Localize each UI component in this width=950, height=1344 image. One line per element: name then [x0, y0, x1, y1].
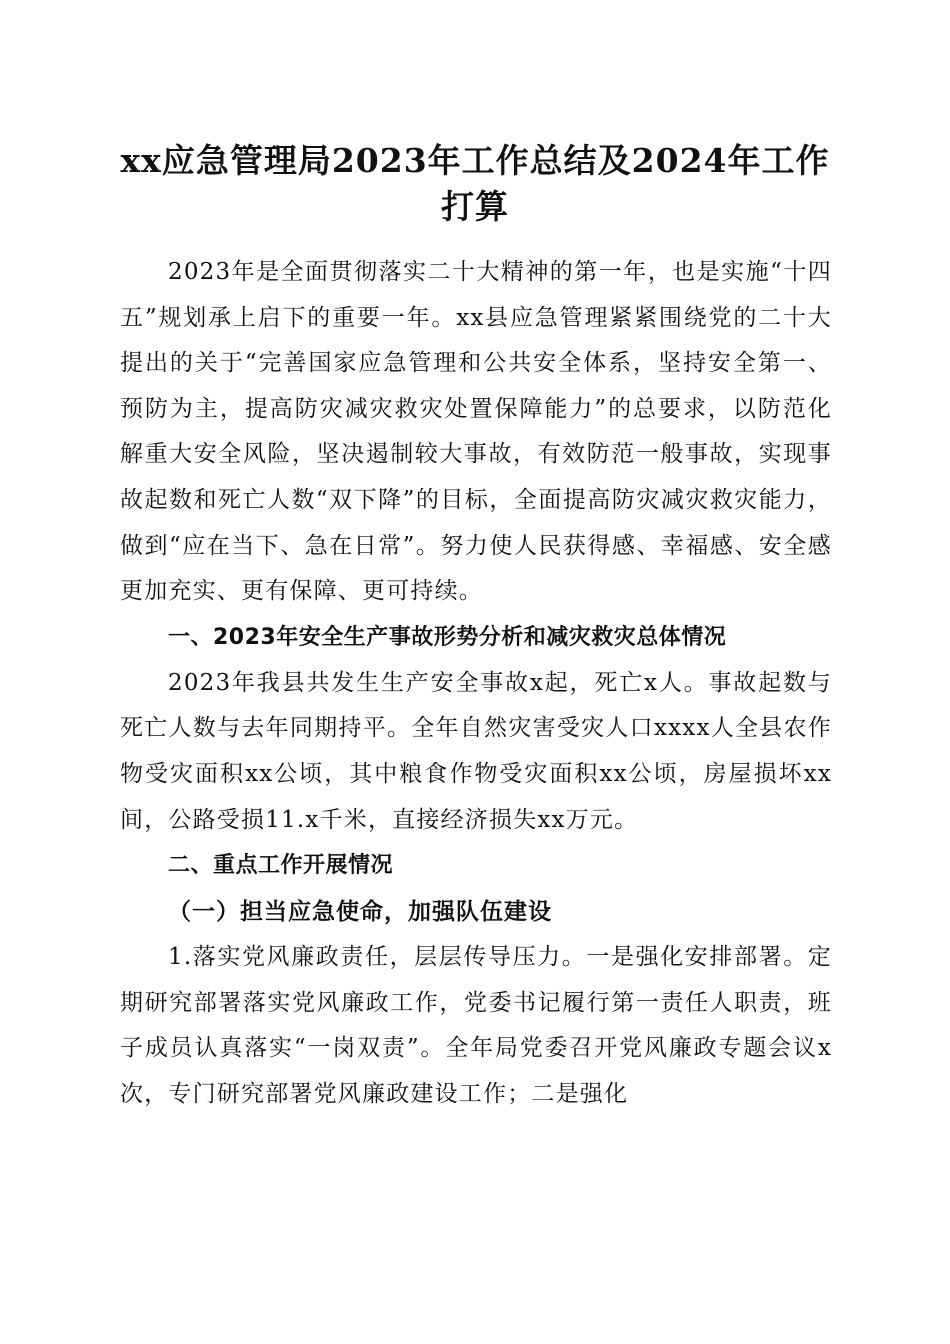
section-2-heading: 二、重点工作开展情况	[168, 853, 394, 879]
section-1-paragraph: 2023年我县共发生生产安全事故x起，死亡x人。事故起数与死亡人数与去年同期持平。全年自然灾害受灾人口xxxx人全县农作物受灾面积xx公顷，其中粮食作物受灾面积xx公顷，房屋损坏xx间，公路受损11.x千米，直接经济损失xx万元。	[120, 669, 832, 833]
document-body	[120, 250, 832, 1118]
document-title	[100, 138, 850, 230]
subsection-1-heading: （一）担当应急使命，加强队伍建设	[168, 898, 552, 926]
intro-paragraph: 2023年是全面贯彻落实二十大精神的第一年，也是实施“十四五”规划承上启下的重要一年。xx县应急管理紧紧围绕党的二十大提出的关于“完善国家应急管理和公共安全体系，坚持安全第一、预防为主，提高防灾减灾救灾处置保障能力”的总要求，以防范化解重大安全风险，坚决遏制较大事故，有效防范一般事故，实现事故起数和死亡人数“双下降”的目标，全面提高防灾减灾救灾能力，做到“应在当下、急在日常”。努力使人民获得感、幸福感、安全感更加充实、更有保障、更可持续。	[120, 259, 832, 605]
section-1-heading: 一、2023年安全生产事故形势分析和减灾救灾总体情况	[168, 624, 727, 650]
title-line-2: 打算	[441, 187, 509, 226]
title-line-1: xx应急管理局2023年工作总结及2024年工作	[120, 141, 830, 180]
item-1-paragraph: 1.落实党风廉政责任，层层传导压力。一是强化安排部署。定期研究部署落实党风廉政工作，党委书记履行第一责任人职责，班子成员认真落实“一岗双责”。全年局党委召开党风廉政专题会议x次，专门研究部署党风廉政建设工作；二是强化	[120, 944, 832, 1107]
